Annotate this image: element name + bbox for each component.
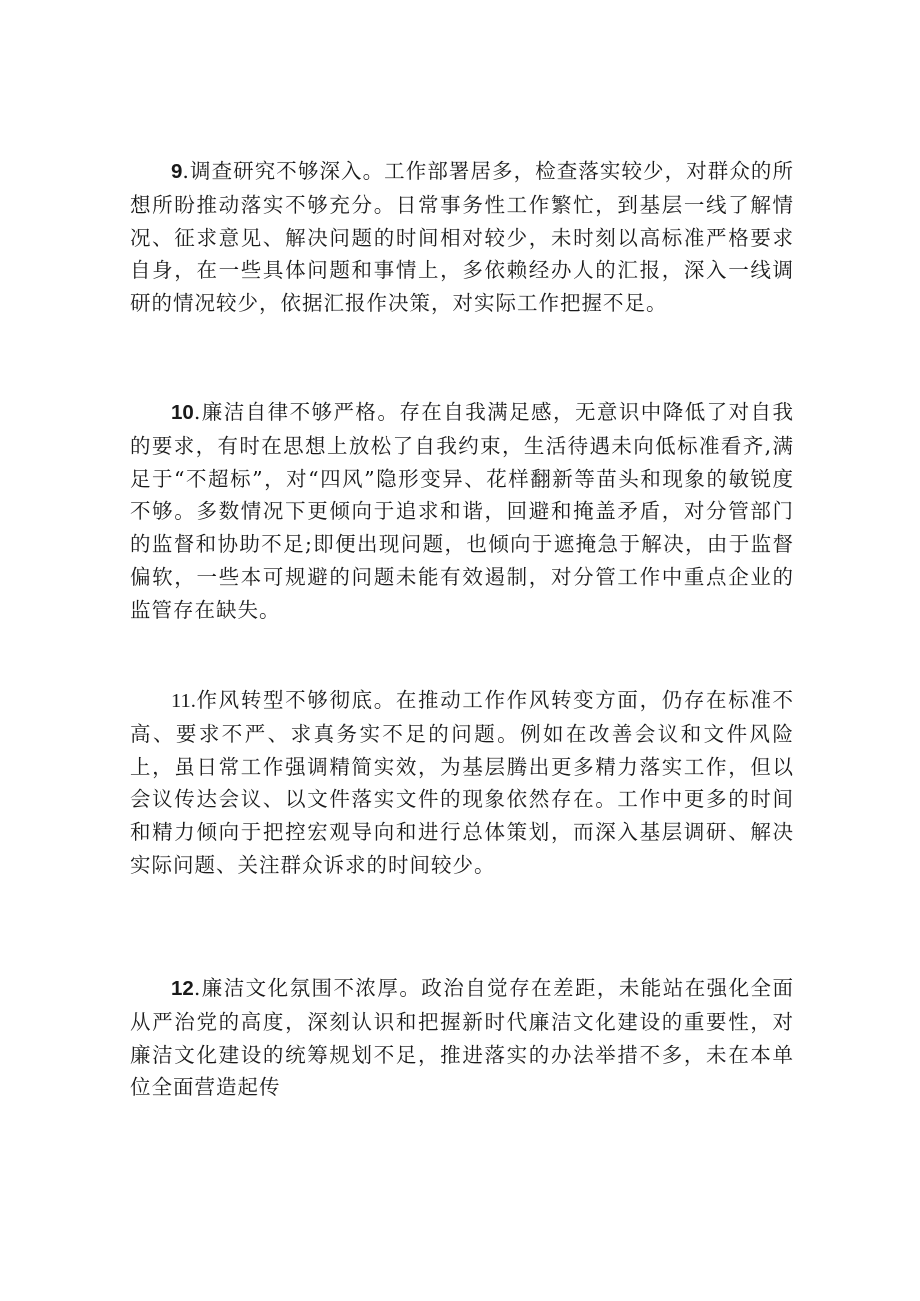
paragraph-number: 10 (171, 401, 194, 424)
paragraph-number: 11. (171, 690, 196, 712)
paragraph-10 (130, 396, 794, 627)
paragraph-text: 作风转型不够彻底。在推动工作作风转变方面，仍存在标准不高、要求不严、求真务实不足的问题。例如在改善会议和文件风险上，虽日常工作强调精简实效，为基层腾出更多精力落实工作，但以会议传达会议、以文件落实文件的现象依然存在。工作中更多的时间和精力倾向于把控宏观导向和进行总体策划，而深入基层调研、解决实际问题、关注群众诉求的时间较少。 (130, 688, 794, 877)
paragraph-text: .廉洁自律不够严格。存在自我满足感，无意识中降低了对自我的要求，有时在思想上放松了自我约束，生活待遇未向低标准看齐,满足于“不超标”，对“四风”隐形变异、花样翻新等苗头和现象的敏锐度不够。多数情况下更倾向于追求和谐，回避和掩盖矛盾，对分管部门的监督和协助不足;即便出现问题，也倾向于遮掩急于解决，由于监督偏软，一些本可规避的问题未能有效遏制，对分管工作中重点企业的监管存在缺失。 (130, 400, 794, 622)
paragraph-number: 12 (171, 977, 194, 1000)
paragraph-text: .调查研究不够深入。工作部署居多，检查落实较少，对群众的所想所盼推动落实不够充分。日常事务性工作繁忙，到基层一线了解情况、征求意见、解决问题的时间相对较少，未时刻以高标准严格要求自身，在一些具体问题和事情上，多依赖经办人的汇报，深入一线调研的情况较少，依据汇报作决策，对实际工作把握不足。 (130, 159, 794, 316)
paragraph-9 (130, 155, 794, 320)
paragraph-12 (130, 972, 794, 1104)
paragraph-11 (130, 684, 794, 882)
paragraph-text: .廉洁文化氛围不浓厚。政治自觉存在差距，未能站在强化全面从严治党的高度，深刻认识和把握新时代廉洁文化建设的重要性，对廉洁文化建设的统筹规划不足，推进落实的办法举措不多，未在本单位全面营造起传 (130, 976, 794, 1100)
paragraph-number: 9 (171, 160, 183, 183)
